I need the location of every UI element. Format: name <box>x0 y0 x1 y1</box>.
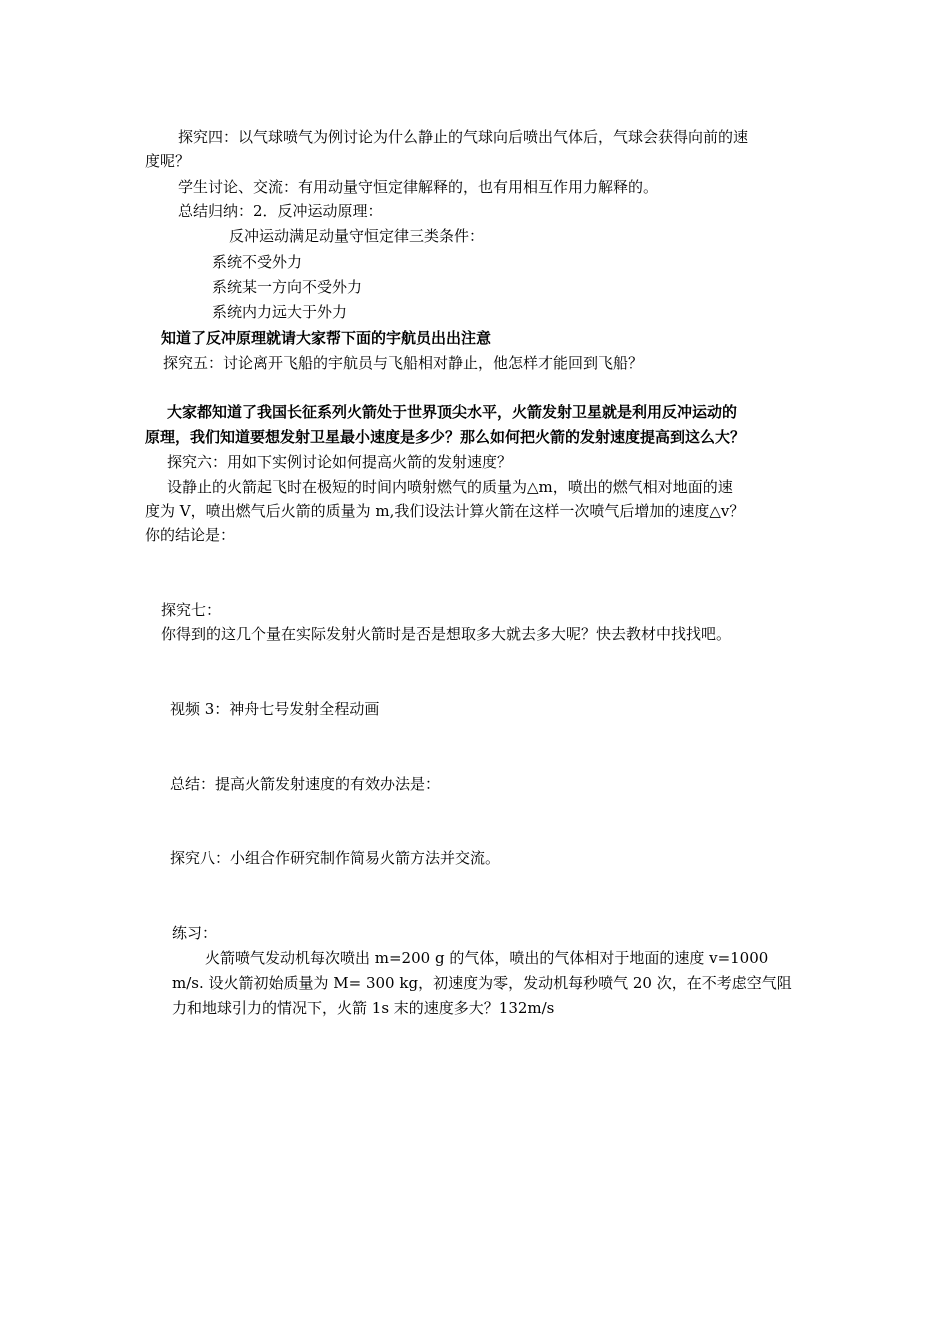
section6-line1: 设静止的火箭起飞时在极短的时间内喷射燃气的质量为△m，喷出的燃气相对地面的速 <box>167 478 733 496</box>
exercise-title: 练习： <box>172 924 218 942</box>
section4-line2: 度呢？ <box>145 152 191 170</box>
rocket-intro-line1: 大家都知道了我国长征系列火箭处于世界顶尖水平，火箭发射卫星就是利用反冲运动的 <box>167 403 738 421</box>
section4-summary-heading: 总结归纳：2．反冲运动原理： <box>178 202 383 220</box>
section6-line2: 度为 V，喷出燃气后火箭的质量为 m,我们设法计算火箭在这样一次喷气后增加的速度△v？ <box>145 502 745 520</box>
section4-discussion: 学生讨论、交流：有用动量守恒定律解释的，也有用相互作用力解释的。 <box>178 178 659 196</box>
exercise-line2: m/s. 设火箭初始质量为 M= 300 kg，初速度为零，发动机每秒喷气 20 次，在不考虑空气阻 <box>172 974 792 992</box>
exercise-line3: 力和地球引力的情况下，火箭 1s 末的速度多大？132m/s <box>172 999 555 1017</box>
astronaut-heading: 知道了反冲原理就请大家帮下面的宇航员出出注意 <box>161 329 492 347</box>
section6-title: 探究六：用如下实例讨论如何提高火箭的发射速度？ <box>167 453 513 471</box>
exercise-line1: 火箭喷气发动机每次喷出 m=200 g 的气体，喷出的气体相对于地面的速度 v=1000 <box>205 949 769 967</box>
section8: 探究八：小组合作研究制作简易火箭方法并交流。 <box>170 849 501 867</box>
section4-line1: 探究四：以气球喷气为例讨论为什么静止的气球向后喷出气体后，气球会获得向前的速 <box>178 128 749 146</box>
condition-item: 系统不受外力 <box>212 253 303 271</box>
condition-item: 系统内力远大于外力 <box>212 303 348 321</box>
rocket-intro-line2: 原理，我们知道要想发射卫星最小速度是多少？那么如何把火箭的发射速度提高到这么大？ <box>145 428 746 446</box>
section7-text: 你得到的这几个量在实际发射火箭时是否是想取多大就去多大呢？快去教材中找找吧。 <box>161 625 732 643</box>
section6-line3: 你的结论是： <box>145 526 236 544</box>
condition-item: 系统某一方向不受外力 <box>212 278 363 296</box>
section5: 探究五：讨论离开飞船的宇航员与飞船相对静止，他怎样才能回到飞船？ <box>163 354 644 372</box>
video-label: 视频 3：神舟七号发射全程动画 <box>170 700 380 718</box>
section7-title: 探究七： <box>161 601 222 619</box>
section4-conditions-intro: 反冲运动满足动量守恒定律三类条件： <box>229 227 485 245</box>
summary-label: 总结：提高火箭发射速度的有效办法是： <box>170 775 441 793</box>
